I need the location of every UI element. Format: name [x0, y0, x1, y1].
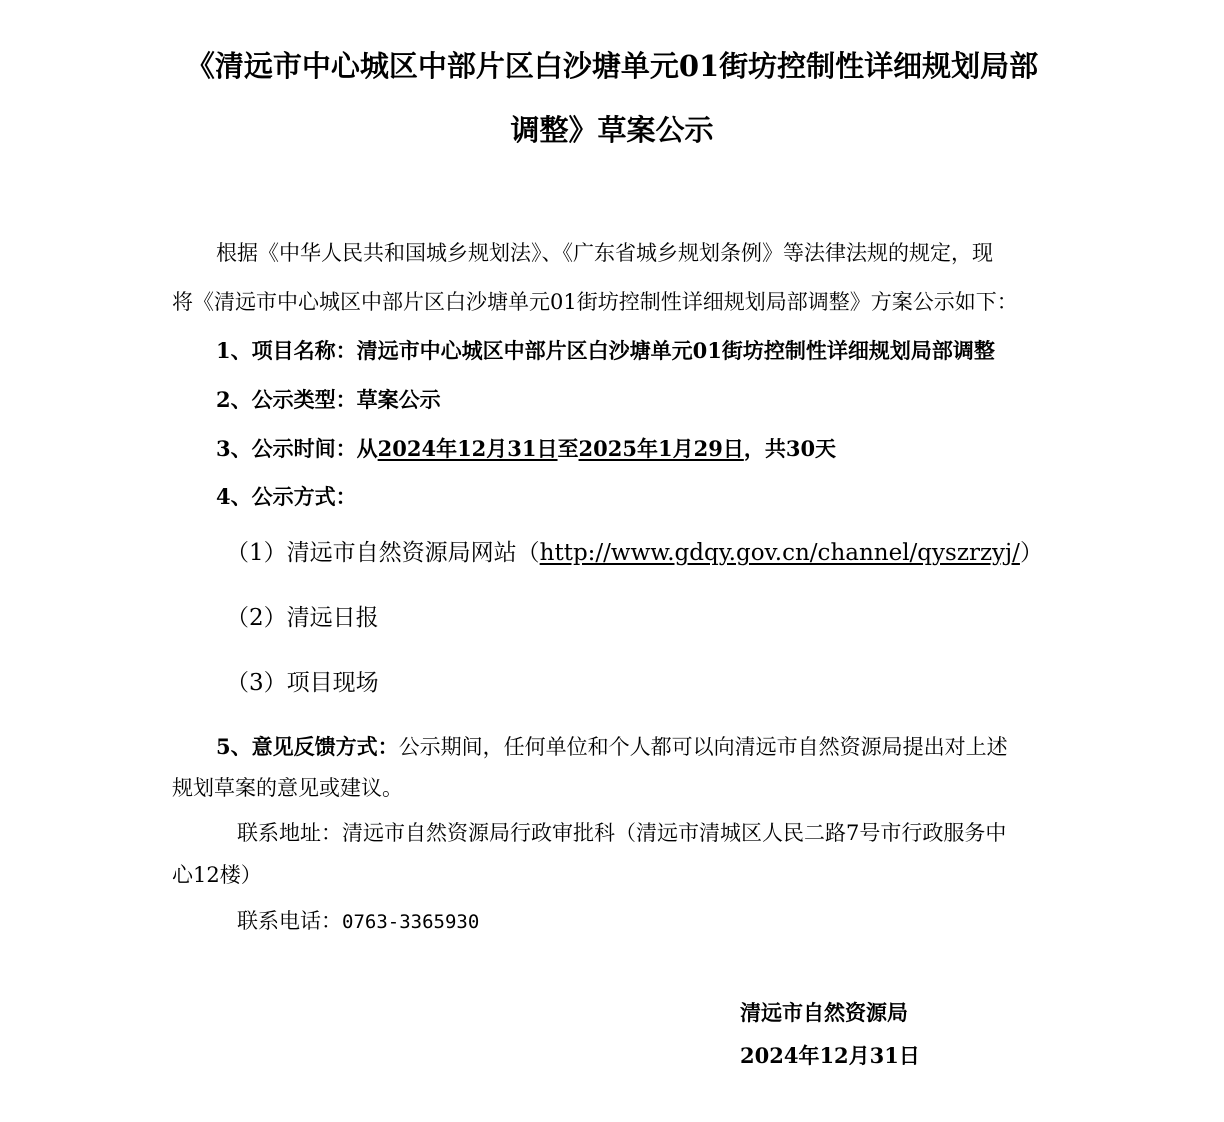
intro-line-1: 根据《中华人民共和国城乡规划法》、《广东省城乡规划条例》等法律法规的规定，现 — [216, 241, 993, 265]
signature-org: 清远市自然资源局 — [740, 1000, 908, 1025]
method-newspaper: （2）清远日报 — [226, 605, 379, 631]
notice-type-value: 草案公示 — [356, 387, 441, 412]
contact-address-line-2: 心12楼） — [172, 863, 262, 887]
contact-phone — [237, 906, 479, 937]
signature-date: 2024年12月31日 — [740, 1043, 920, 1068]
item-project-name — [216, 336, 995, 366]
notice-title-line-1: 《清远市中心城区中部片区白沙塘单元01街坊控制性详细规划局部 — [185, 49, 1039, 83]
notice-time-start: 2024年12月31日 — [377, 436, 558, 461]
notice-time-from: 从 — [356, 436, 378, 461]
notice-time-to: 至 — [557, 436, 579, 461]
feedback-text: 公示期间，任何单位和个人都可以向清远市自然资源局提出对上述 — [398, 735, 1008, 759]
project-name-value: 清远市中心城区中部片区白沙塘单元01街坊控制性详细规划局部调整 — [356, 338, 995, 363]
website-link[interactable]: http://www.gdqy.gov.cn/channel/qyszrzyj/ — [539, 540, 1020, 566]
method-website — [226, 538, 1043, 568]
contact-phone-label: 联系电话： — [237, 909, 342, 933]
feedback-label: 5、意见反馈方式： — [216, 734, 399, 759]
feedback-line-1 — [216, 732, 1008, 762]
method-website-suffix: ） — [1019, 540, 1043, 566]
notice-title-line-2: 调整》草案公示 — [510, 113, 714, 147]
notice-time-end: 2025年1月29日 — [578, 436, 744, 461]
notice-time-label: 3、公示时间： — [216, 436, 357, 461]
item-notice-type — [216, 385, 441, 415]
item-notice-time — [216, 434, 836, 464]
contact-address-line-1: 联系地址：清远市自然资源局行政审批科（清远市清城区人民二路7号市行政服务中 — [237, 821, 1007, 845]
project-name-label: 1、项目名称： — [216, 338, 357, 363]
item-notice-method: 4、公示方式： — [216, 484, 357, 509]
contact-phone-value: 0763-3365930 — [342, 911, 480, 933]
feedback-line-2: 规划草案的意见或建议。 — [172, 776, 403, 800]
notice-type-label: 2、公示类型： — [216, 387, 357, 412]
intro-line-2: 将《清远市中心城区中部片区白沙塘单元01街坊控制性详细规划局部调整》方案公示如下： — [172, 290, 1018, 314]
method-website-prefix: （1）清远市自然资源局网站（ — [226, 540, 540, 566]
method-site: （3）项目现场 — [226, 670, 379, 696]
notice-time-total: ，共30天 — [743, 436, 837, 461]
